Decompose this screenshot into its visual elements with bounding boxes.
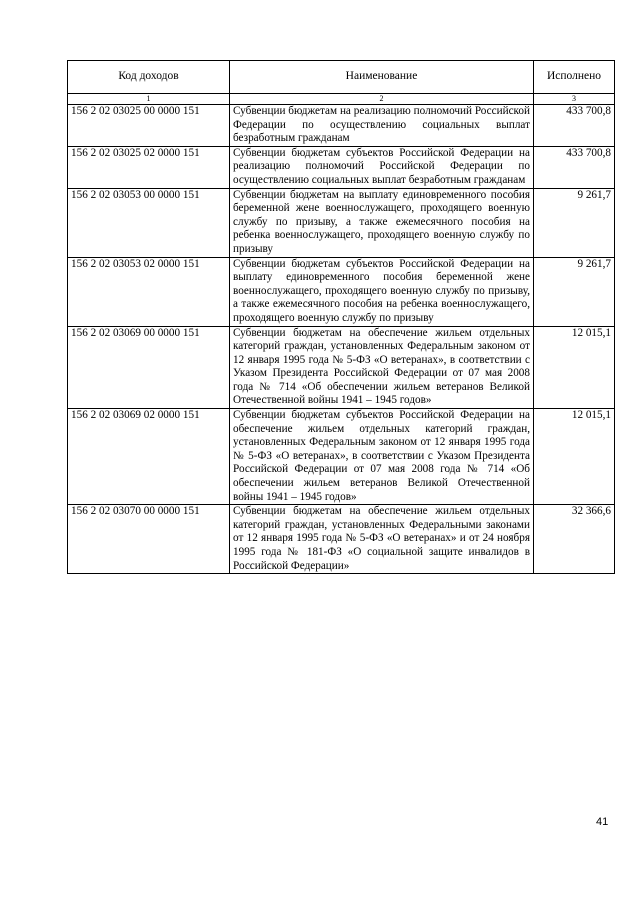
header-name: Наименование bbox=[230, 61, 534, 94]
row-amount: 433 700,8 bbox=[534, 146, 615, 188]
table-row bbox=[68, 505, 615, 574]
row-code: 156 2 02 03053 02 0000 151 bbox=[68, 257, 230, 326]
row-name: Субвенции бюджетам на обеспечение жильем отдельных категорий граждан, установленных Федеральным законом от 12 января 1995 года № 5-ФЗ «О ветеранах», в соответствии с Указом Президента Российской Федерации от 07 мая 2008 года № 714 «Об обеспечении жильем ветеранов Великой Отечественной войны 1941 – 1945 годов» bbox=[230, 326, 534, 409]
row-name: Субвенции бюджетам субъектов Российской Федерации на обеспечение жильем отдельных категорий граждан, установленных Федеральным законом от 12 января 1995 года № 5-ФЗ «О ветеранах», в соответствии с Указом Президента Российской Федерации от 07 мая 2008 года № 714 «Об обеспечении жильем ветеранов Великой Отечественной войны 1941 – 1945 годов» bbox=[230, 409, 534, 505]
row-code: 156 2 02 03025 02 0000 151 bbox=[68, 146, 230, 188]
table-row bbox=[68, 105, 615, 147]
row-name: Субвенции бюджетам на реализацию полномочий Российской Федерации по осуществлению социальных выплат безработным гражданам bbox=[230, 105, 534, 147]
row-amount: 433 700,8 bbox=[534, 105, 615, 147]
column-number: 3 bbox=[534, 94, 615, 105]
header-amount: Исполнено bbox=[534, 61, 615, 94]
row-code: 156 2 02 03053 00 0000 151 bbox=[68, 188, 230, 257]
column-number-row bbox=[68, 94, 615, 105]
row-code: 156 2 02 03025 00 0000 151 bbox=[68, 105, 230, 147]
row-code: 156 2 02 03069 00 0000 151 bbox=[68, 326, 230, 409]
table-row bbox=[68, 146, 615, 188]
row-name: Субвенции бюджетам субъектов Российской Федерации на реализацию полномочий Российской Федерации по осуществлению социальных выплат безработным гражданам bbox=[230, 146, 534, 188]
row-name: Субвенции бюджетам на обеспечение жильем отдельных категорий граждан, установленных Федеральными законами от 12 января 1995 года № 5-ФЗ «О ветеранах» и от 24 ноября 1995 года № 181-ФЗ «О социальной защите инвалидов в Российской Федерации» bbox=[230, 505, 534, 574]
row-code: 156 2 02 03069 02 0000 151 bbox=[68, 409, 230, 505]
table-row bbox=[68, 257, 615, 326]
row-code: 156 2 02 03070 00 0000 151 bbox=[68, 505, 230, 574]
row-name: Субвенции бюджетам субъектов Российской Федерации на выплату единовременного пособия беременной жене военнослужащего, проходящего военную службу по призыву, а также ежемесячного пособия на ребенка военнослужащего, проходящего военную службу по призыву bbox=[230, 257, 534, 326]
table-row bbox=[68, 188, 615, 257]
page-number: 41 bbox=[596, 816, 609, 828]
table-row bbox=[68, 409, 615, 505]
column-number: 1 bbox=[68, 94, 230, 105]
column-number: 2 bbox=[230, 94, 534, 105]
row-amount: 32 366,6 bbox=[534, 505, 615, 574]
row-amount: 12 015,1 bbox=[534, 409, 615, 505]
row-amount: 12 015,1 bbox=[534, 326, 615, 409]
revenue-table bbox=[67, 60, 615, 574]
table-row bbox=[68, 326, 615, 409]
row-amount: 9 261,7 bbox=[534, 188, 615, 257]
table-header-row bbox=[68, 61, 615, 94]
row-name: Субвенции бюджетам на выплату единовременного пособия беременной жене военнослужащего, проходящего военную службу по призыву, а также ежемесячного пособия на ребенка военнослужащего, проходящего военную службу по призыву bbox=[230, 188, 534, 257]
row-amount: 9 261,7 bbox=[534, 257, 615, 326]
header-code: Код доходов bbox=[68, 61, 230, 94]
